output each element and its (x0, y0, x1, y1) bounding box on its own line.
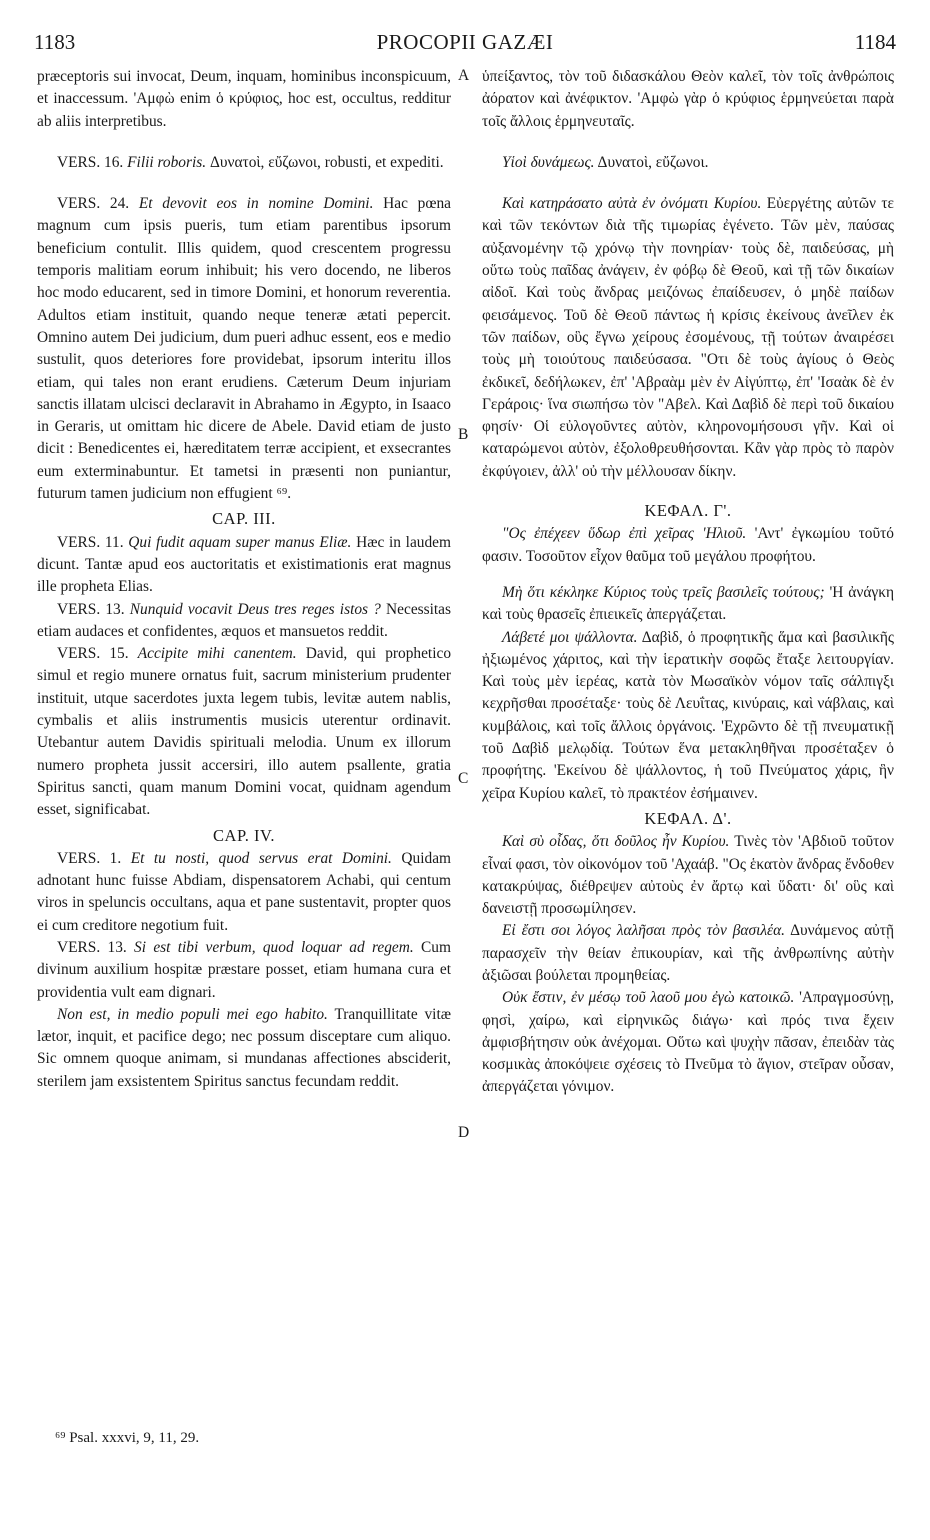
latin-verse-24 (37, 193, 451, 505)
verse-lemma: Υἱοὶ δυνάμεως. (502, 153, 595, 171)
greek-verse-24 (482, 193, 894, 483)
page-header (34, 30, 896, 60)
greek-verse-1 (482, 831, 894, 920)
latin-verse-16 (37, 152, 451, 174)
verse-text: Εὐεργέτης αὐτῶν τε καὶ τῶν τεκόντων διὰ τῆς τιμωρίας ἐγένετο. Τῶν μὲν, παύσας αὐξανομένην τῷ χρόνῳ τὴν πονηρίαν· τοὺς δὲ, παιδεύσας, μὴ οὕτω τοὺς παῖδας ἀνάγειν, ἐν φόβῳ δὲ Θεοῦ, καὶ τῇ τῶν δικαίων αἰδοῖ. Καὶ τοὺς ἄνδρας μειζόνως ἐπαίδευσεν, ὁ μηδὲ παίδων φεισάμενος. Τοῦ δὲ Θεοῦ πάντως ἡ κρίσις ἐκείνους ἀνεῖλεν ἐκ τῶν παίδων, οὓς ἔγνω χείρους ἐσομένους, τῇ τούτων ἀναιρέσει τοὺς μὴ τοιούτους παιδεύσασα. "Οτι δὲ τοὺς ἁγίους ὁ Θεὸς ἐκδικεῖ, δεδήλωκεν, ἐπ' 'Αβραὰμ μὲν ἐν Αἰγύπτῳ, ἐπ' 'Ισαὰκ δὲ ἐν Γεράροις· ἵνα σιωπήσω τὸν "Αβελ. Καὶ Δαβὶδ δὲ περὶ τοῦ δικαίου φησίν· Οἱ εὐλογοῦντες αὐτὸν, κληρονομήσουσι γῆν. Καὶ οἱ καταρώμενοι αὐτὸν, ἐξολοθρευθήσονται. Κἂν γὰρ πρὸς τὸ παρὸν ἐκφύγοιεν, ἀλλ' οὐ τὴν μέλλουσαν δίκην. (482, 195, 894, 480)
greek-column (482, 66, 894, 1099)
latin-verse-13b (37, 937, 451, 1004)
greek-chapter-heading-4: ΚΕΦΑΛ. Δ'. (644, 808, 732, 828)
verse-label: VERS. 13. (57, 600, 125, 618)
latin-column (37, 66, 451, 1093)
latin-final-paragraph (37, 1004, 451, 1093)
verse-text: Quidam adnotant hunc fuisse Abdiam, dispensatorem Achabi, qui centum viros in speluncis occultans, aqua et pane sustentavit, propter quos ei cum creditore negotium fuit. (37, 849, 451, 934)
page-number-right: 1184 (854, 30, 896, 54)
verse-label: VERS. 16. (57, 153, 124, 171)
verse-text: 'Αντ' ἐγκωμίου τοῦτό φασιν. Τοσοῦτον εἶχον θαῦμα τοῦ μεγάλου προφήτου. (482, 525, 895, 565)
verse-lemma: Εἰ ἔστι σοι λόγος λαλῆσαι πρὸς τὸν βασιλέα. (502, 922, 786, 940)
greek-verse-15 (482, 627, 894, 805)
verse-label: VERS. 13. (57, 938, 127, 956)
verse-label: VERS. 11. (57, 533, 124, 551)
verse-text: Δυνατοὶ, εὔζωνοι. (597, 153, 709, 171)
verse-text: Δαβὶδ, ὁ προφητικῆς ἅμα καὶ βασιλικῆς ἠξιωμένος χάριτος, καὶ τὴν ἱερατικὴν σοφῶς ἔταξε λειτουργίαν. Καὶ τοὺς μὲν ἱερέας, κατὰ τὸν Μωσαϊκὸν νόμον ταῖς σάλπιγξι κεχρῆσθαι προσέταξε· τοὺς δὲ Λευΐτας, κινύραις, καὶ νάβλαις, καὶ κυμβάλοις, καὶ τοῖς ἄλλοις ὀργάνοις. 'Εχρῶντο δὲ τῇ πνευματικῇ τοῦ Δαβὶδ μελῳδίᾳ. Τούτων ἕνα μετακληθῆναι προσέταξεν ὁ προφήτης. 'Εκείνου δὲ ψάλλοντος, ἡ τοῦ Πνεύματος χάρις, ἣν χεῖρα Κυρίου καλεῖ, τὸ πρακτέον ἐσήμαινεν. (482, 628, 894, 802)
verse-lemma: Οὐκ ἔστιν, ἐν μέσῳ τοῦ λαοῦ μου ἐγὼ κατοικῶ. (502, 989, 795, 1007)
margin-letter-a: A (458, 67, 470, 84)
greek-paragraph: ὑπείξαντος, τὸν τοῦ διδασκάλου Θεὸν καλεῖ, τὸν τοῖς ἀνθρώποις ἀόρατον καὶ ἀνέφικτον. 'Αμφὼ γὰρ ὁ κρύφιος ἑρμηνεύεται παρὰ τοῖς ἄλλοις ἑρμηνευταῖς. (482, 68, 894, 130)
verse-text: Τινὲς τὸν 'Αβδιοῦ τοῦτον εἶναί φασι, τὸν οἰκονόμον τοῦ 'Αχαάβ. "Ος ἑκατὸν ἄνδρας ἔνδοθεν κατακρύψας, διέθρεψεν αὐτοὺς ἐν ἄρτῳ καὶ ὕδατι· δι' οὓς καὶ δανειστῇ προσωμίλησεν. (482, 833, 895, 918)
verse-lemma: Et tu nosti, quod servus erat Domini. (130, 849, 392, 867)
verse-lemma: "Ος ἐπέχεεν ὕδωρ ἐπὶ χεῖρας 'Ηλιοῦ. (502, 525, 747, 543)
verse-text: Tranquillitate vitæ lætor, inquit, et pacifice dego; nec possum disceptare cum aliquo. Sic omnem quoque animam, si mundanas affectiones absciderit, sterilem jam exsistentem Spiritus sanctus fecundam reddit. (37, 1005, 451, 1090)
page-number-left: 1183 (34, 30, 76, 54)
greek-verse-11 (482, 523, 894, 568)
chapter-heading-3: CAP. III. (212, 509, 276, 529)
verse-lemma: Accipite mihi canentem. (137, 645, 297, 663)
margin-letter-d: D (458, 1124, 470, 1141)
verse-text: David, qui prophetico simul et regio munere ornatus fuit, sacrum ministerium prudenter instituit, utque sacerdotes juxta legem tubis, levitæ autem nablis, cymbalis et aliis instrumentis musicis uterentur ordinavit. Utebantur autem Davidis spirituali melodia. Unum ex illorum numero propheta jussit accersiri, illo autem psallente, gratia Spiritus sancti, quam manum Domini vocat, quidnam agendum esset, significabat. (37, 645, 452, 819)
greek-chapter-heading-3: ΚΕΦΑΛ. Γ'. (644, 501, 732, 521)
verse-lemma: Et devovit eos in nomine Domini. (138, 195, 374, 213)
running-title: PROCOPII GAZÆI (376, 30, 554, 54)
greek-final-paragraph (482, 987, 894, 1098)
verse-text: Hac pœna magnum cum ipsis pueris, tum etiam parentibus ipsorum beneficium contulit. Illis quidem, quod crescentem progressu temporis malitiam eorum inhibuit; his vero docendo, ne liberos hoc modo educarent, sed in timore Domini, et honorum reverentia. Adultos etiam instituit, quando neque teneræ ætati pepercit. Omnino autem Dei judicium, dum pueri adhuc essent, eos e medio sustulit, quos deteriores fore providebat, ipsorum interitu illos etiam, qui tales non erant erudiens. Cæterum Deum injuriam sanctis illatam ulcisci declaravit in Abrahamo in Ægypto, in Isaaco in Geraris, ut omittam hic dicere de Abele. David etiam de justo dicit : Benedicentes ei, hæreditatem terræ accipient, et exsecrantes eum exterminabuntur. Et tametsi in præsenti non puniantur, futurum tamen judicium non effugient ⁶⁹. (37, 195, 452, 503)
verse-text: Cum divinum auxilium hospitæ præstare posset, etiam humana cura et providentia vult eam dignari. (37, 938, 451, 1001)
latin-verse-11 (37, 532, 451, 599)
greek-verse-16 (482, 152, 894, 174)
margin-letter-c: C (458, 770, 469, 787)
verse-lemma: Si est tibi verbum, quod loquar ad regem. (134, 938, 414, 956)
verse-text: 'Απραγμοσύνῃ, φησὶ, χαίρω, καὶ εἰρηνικῶς διάγω· καὶ πρός τινα ἔχειν ἀμφισβήτησιν οὐκ ἀνέχομαι. Οὕτω καὶ ψυχὴν πᾶσαν, ἐπειδὰν τὰς κοσμικὰς ἀποκόψειε σχέσεις τὸ Πνεῦμα τὸ ἅγιον, στεῖραν οὖσαν, ἀπεργάζεται γόνιμον. (482, 989, 894, 1096)
margin-letter-b: B (458, 426, 469, 443)
verse-lemma: Filii roboris. (127, 153, 207, 171)
greek-verse-13 (482, 582, 894, 627)
verse-label: VERS. 24. (57, 195, 130, 213)
verse-label: VERS. 1. (57, 849, 122, 867)
verse-lemma: Non est, in medio populi mei ego habito. (57, 1005, 328, 1023)
verse-lemma: Καὶ κατηράσατο αὐτὰ ἐν ὀνόματι Κυρίου. (502, 195, 762, 213)
verse-text: Necessitas etiam audaces et confidentes, æquos et mansuetos reddit. (37, 600, 452, 640)
verse-text: Δυνατοὶ, εὔζωνοι, robusti, et expediti. (209, 153, 444, 171)
latin-verse-13 (37, 599, 451, 644)
verse-text: 'Η ἀνάγκη καὶ τοὺς θρασεῖς ἐπιεικεῖς ἀπεργάζεται. (482, 583, 895, 624)
verse-lemma: Nunquid vocavit Deus tres reges istos ? (129, 600, 381, 618)
latin-paragraph: præceptoris sui invocat, Deum, inquam, hominibus inconspicuum, et inaccessum. 'Αμφὼ enim ὁ κρύφιος, hoc est, occultus, redditur ab aliis interpretibus. (37, 68, 451, 130)
chapter-heading-4: CAP. IV. (213, 825, 275, 845)
latin-verse-1 (37, 848, 451, 937)
verse-text: Δυνάμενος αὐτῇ παρασχεῖν τὴν θείαν ἐπικουρίαν, καὶ τῆς ἀνθρωπίνης αὐτὴν ἀξιῶσαι βούλεται προμηθείας. (482, 922, 894, 984)
latin-verse-15 (37, 643, 451, 821)
greek-verse-13b (482, 920, 894, 987)
verse-label: VERS. 15. (57, 645, 129, 663)
verse-lemma: Καὶ σὺ οἶδας, ὅτι δοῦλος ἦν Κυρίου. (502, 833, 730, 851)
verse-lemma: Μὴ ὅτι κέκληκε Κύριος τοὺς τρεῖς βασιλεῖς τούτους; (502, 583, 825, 601)
verse-lemma: Λάβετέ μοι ψάλλοντα. (502, 628, 638, 646)
column-spacer (482, 483, 894, 497)
verse-text: Hæc in laudem dicunt. Tantæ apud eos auctoritatis et existimationis erat magnus ille propheta Elias. (37, 533, 451, 596)
footnote: ⁶⁹ Psal. xxxvi, 9, 11, 29. (55, 1430, 200, 1446)
verse-lemma: Qui fudit aquam super manus Eliæ. (128, 533, 352, 551)
